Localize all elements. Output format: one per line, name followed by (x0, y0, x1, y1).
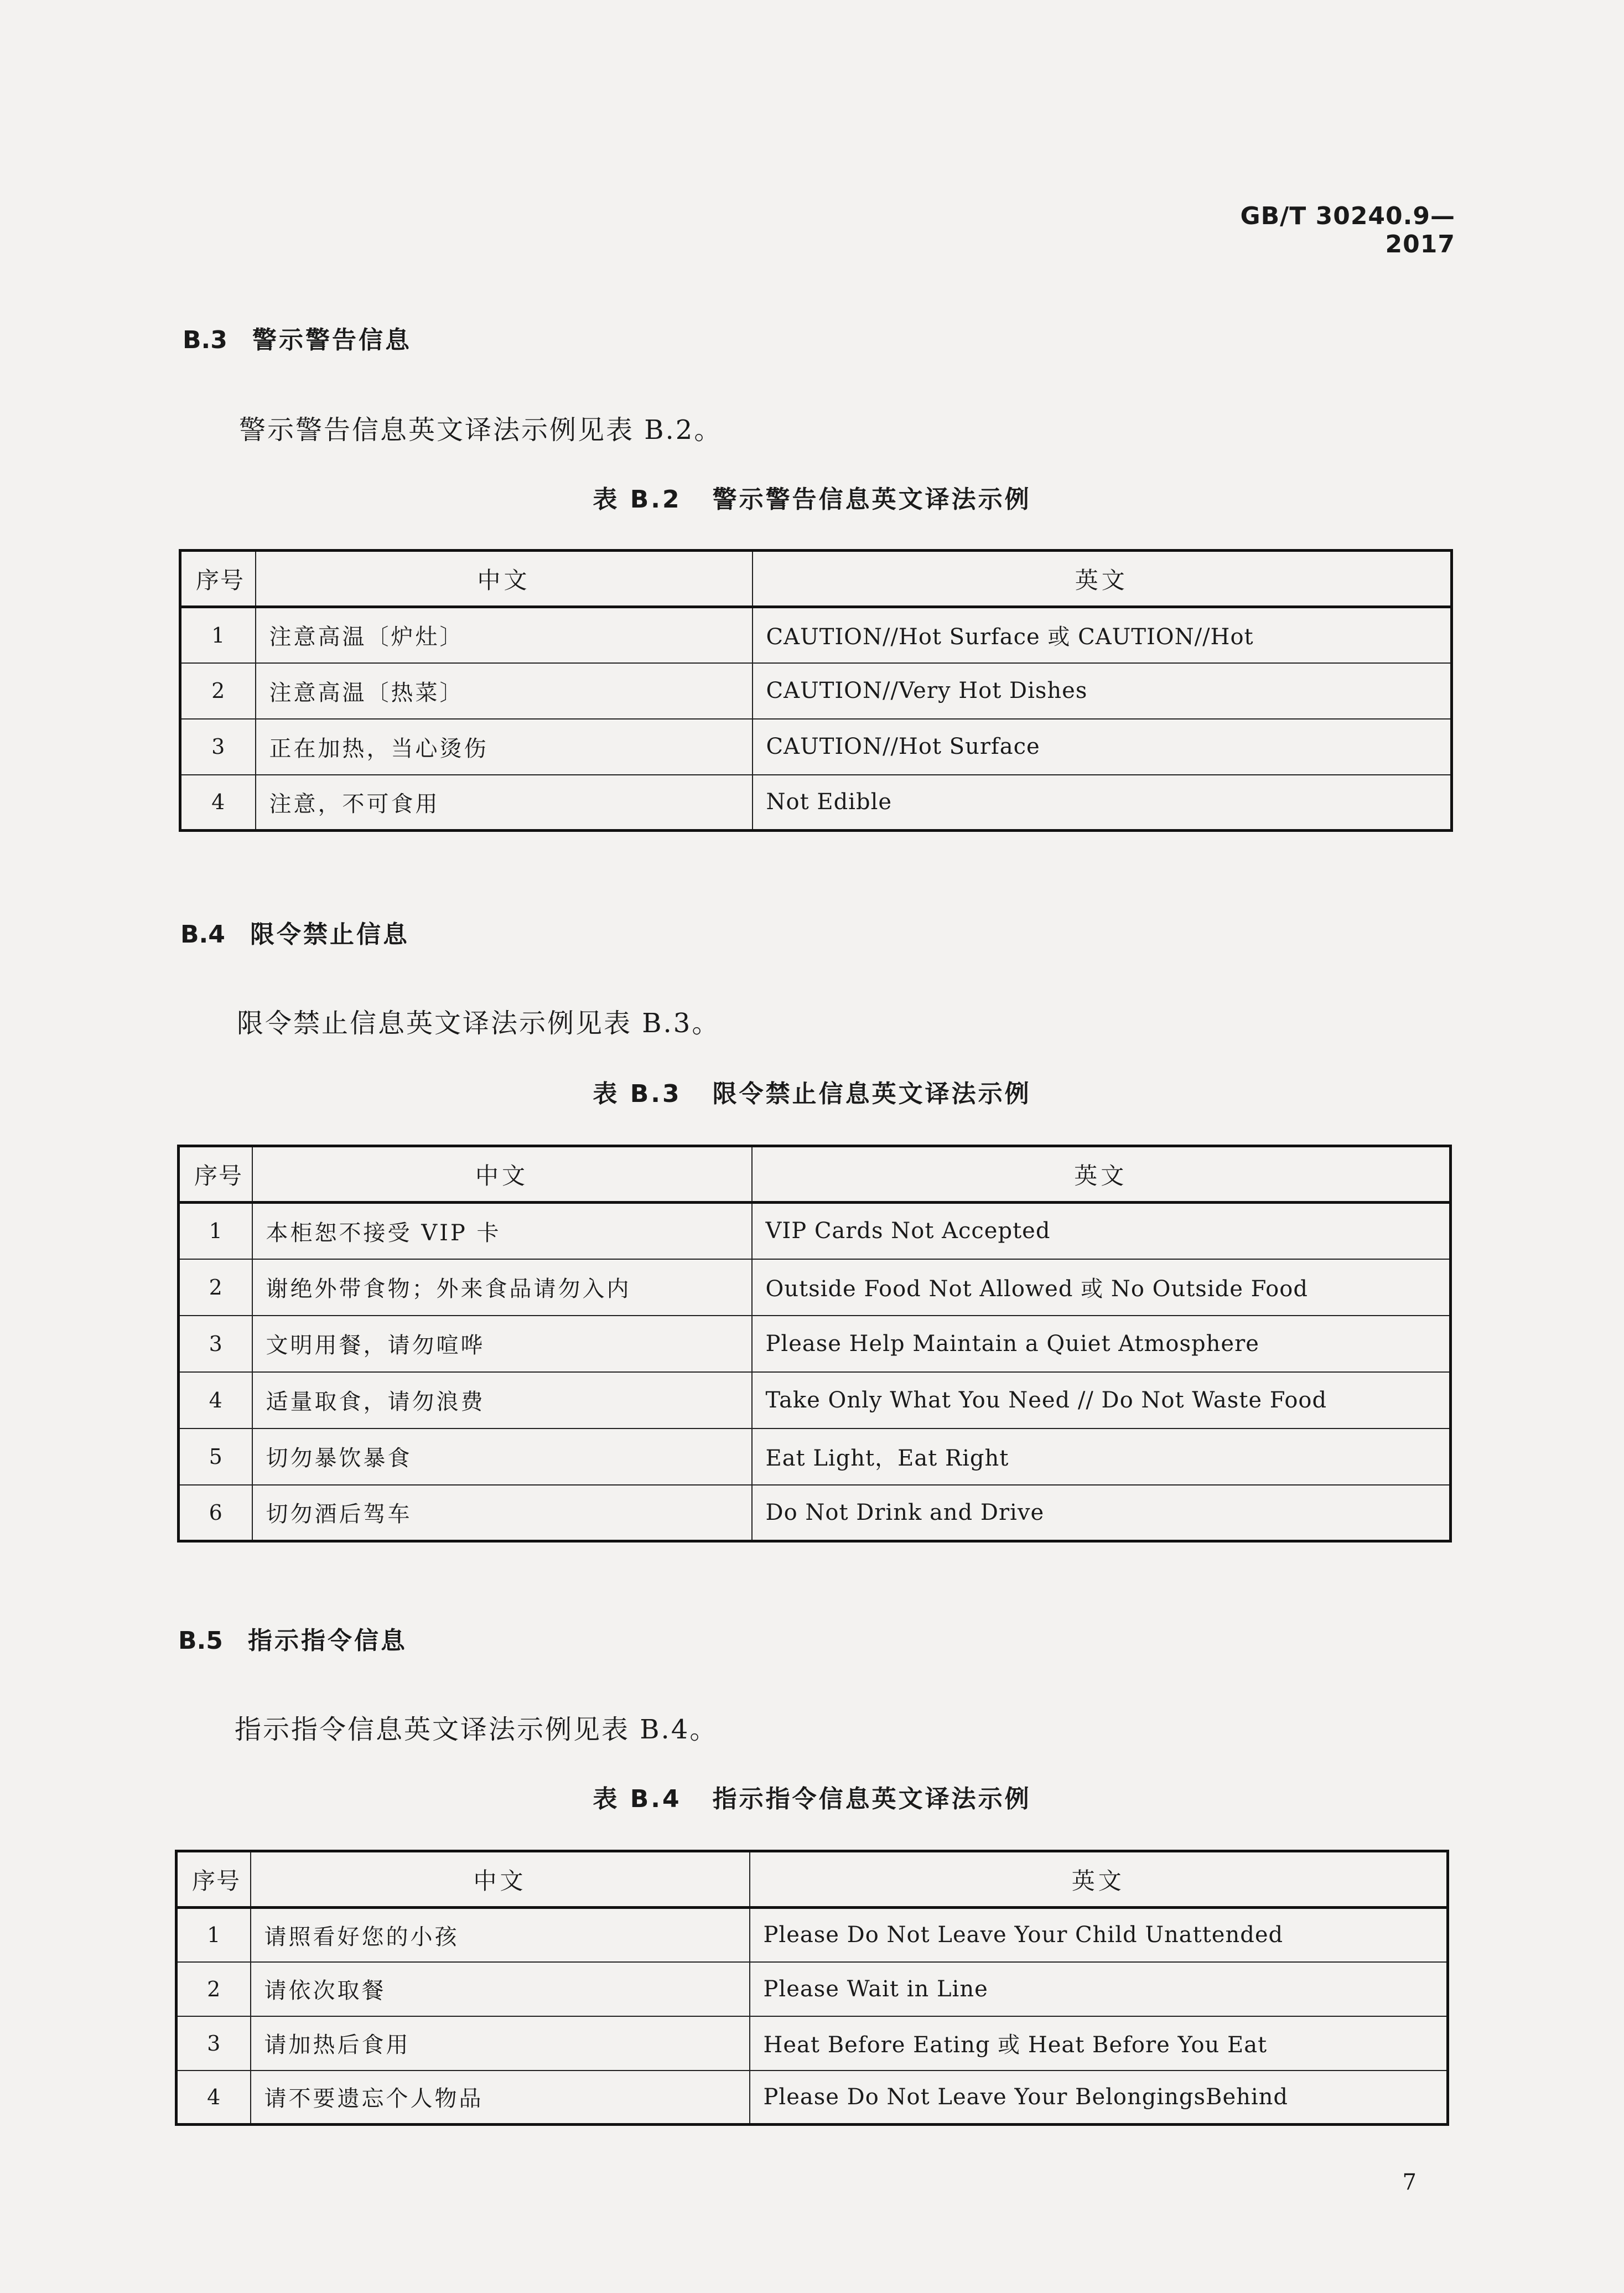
table-header-row (180, 551, 1452, 607)
row-chinese: 请照看好您的小孩 (251, 1908, 750, 1962)
section-title: 指示指令信息 (248, 1627, 407, 1655)
section-intro-b4: 限令禁止信息英文译法示例见表 B.3。 (237, 1008, 720, 1039)
section-intro-b3: 警示警告信息英文译法示例见表 B.2。 (239, 415, 723, 446)
row-chinese: 请不要遗忘个人物品 (251, 2071, 750, 2125)
row-index: 6 (179, 1485, 252, 1541)
row-english: Heat Before Eating 或 Heat Before You Eat (750, 2016, 1448, 2071)
header-cell-english: 英文 (753, 551, 1452, 607)
row-english: Do Not Drink and Drive (752, 1485, 1451, 1541)
header-cell-chinese: 中文 (251, 1851, 750, 1908)
table-row (180, 719, 1452, 775)
table-row (180, 775, 1452, 831)
standard-code: GB/T 30240.9—2017 (1240, 202, 1455, 258)
row-index: 3 (179, 1316, 252, 1372)
table-row (179, 1203, 1451, 1259)
header-cell-chinese: 中文 (256, 551, 753, 607)
row-chinese: 请加热后食用 (251, 2016, 750, 2071)
row-index: 3 (177, 2016, 251, 2071)
section-intro-b5: 指示指令信息英文译法示例见表 B.4。 (235, 1714, 718, 1745)
table-caption-b4 (0, 1779, 1624, 1814)
row-index: 1 (180, 607, 256, 663)
section-title: 警示警告信息 (252, 326, 412, 354)
row-english: VIP Cards Not Accepted (752, 1203, 1451, 1259)
table-label: 表 B.4 (593, 1785, 682, 1813)
table-row (180, 607, 1452, 663)
row-chinese: 切勿酒后驾车 (252, 1485, 752, 1541)
row-chinese: 注意，不可食用 (256, 775, 753, 831)
table-row (177, 2016, 1448, 2071)
table-caption-b2 (0, 479, 1624, 515)
row-index: 5 (179, 1428, 252, 1485)
header-cell-index: 序号 (180, 551, 256, 607)
row-english: CAUTION//Hot Surface (753, 719, 1452, 775)
table-row (179, 1428, 1451, 1485)
table-header-row (179, 1146, 1451, 1203)
header-cell-english: 英文 (750, 1851, 1448, 1908)
row-chinese: 适量取食，请勿浪费 (252, 1372, 752, 1428)
table-label: 表 B.2 (593, 485, 682, 514)
section-heading-b5 (178, 1621, 407, 1656)
section-number: B.4 (180, 920, 225, 949)
table-header-row (177, 1851, 1448, 1908)
row-index: 4 (180, 775, 256, 831)
row-english: Eat Light，Eat Right (752, 1428, 1451, 1485)
row-index: 2 (180, 663, 256, 719)
header-cell-index: 序号 (177, 1851, 251, 1908)
row-english: CAUTION//Hot Surface 或 CAUTION//Hot (753, 607, 1452, 663)
table-b2 (179, 549, 1453, 832)
table-title: 限令禁止信息英文译法示例 (712, 1080, 1031, 1108)
row-index: 4 (177, 2071, 251, 2125)
section-number: B.5 (178, 1627, 223, 1655)
section-title: 限令禁止信息 (250, 920, 409, 949)
row-index: 1 (177, 1908, 251, 1962)
header-cell-english: 英文 (752, 1146, 1451, 1203)
table-row (177, 1908, 1448, 1962)
table-label: 表 B.3 (593, 1080, 682, 1108)
table-row (179, 1372, 1451, 1428)
row-index: 2 (177, 1962, 251, 2016)
table-row (179, 1316, 1451, 1372)
row-chinese: 谢绝外带食物；外来食品请勿入内 (252, 1259, 752, 1316)
section-heading-b3 (183, 320, 412, 355)
table-row (180, 663, 1452, 719)
row-chinese: 本柜恕不接受 VIP 卡 (252, 1203, 752, 1259)
table-b3 (177, 1145, 1452, 1543)
row-english: Please Wait in Line (750, 1962, 1448, 2016)
row-chinese: 注意高温〔热菜〕 (256, 663, 753, 719)
table-row (177, 2071, 1448, 2125)
row-chinese: 切勿暴饮暴食 (252, 1428, 752, 1485)
table-row (177, 1962, 1448, 2016)
page-number: 7 (1402, 2170, 1417, 2195)
row-chinese: 请依次取餐 (251, 1962, 750, 2016)
table-title: 警示警告信息英文译法示例 (712, 485, 1031, 514)
row-english: CAUTION//Very Hot Dishes (753, 663, 1452, 719)
row-english: Take Only What You Need // Do Not Waste Food (752, 1372, 1451, 1428)
table-row (179, 1485, 1451, 1541)
header-cell-index: 序号 (179, 1146, 252, 1203)
row-index: 4 (179, 1372, 252, 1428)
row-index: 2 (179, 1259, 252, 1316)
table-b4 (175, 1850, 1449, 2126)
row-chinese: 正在加热，当心烫伤 (256, 719, 753, 775)
row-index: 3 (180, 719, 256, 775)
row-index: 1 (179, 1203, 252, 1259)
row-english: Outside Food Not Allowed 或 No Outside Food (752, 1259, 1451, 1316)
section-number: B.3 (183, 326, 227, 354)
row-english: Not Edible (753, 775, 1452, 831)
table-title: 指示指令信息英文译法示例 (712, 1785, 1031, 1813)
header-cell-chinese: 中文 (252, 1146, 752, 1203)
table-row (179, 1259, 1451, 1316)
row-english: Please Do Not Leave Your BelongingsBehind (750, 2071, 1448, 2125)
row-chinese: 文明用餐，请勿喧哗 (252, 1316, 752, 1372)
row-english: Please Do Not Leave Your Child Unattended (750, 1908, 1448, 1962)
row-chinese: 注意高温〔炉灶〕 (256, 607, 753, 663)
table-caption-b3 (0, 1074, 1624, 1109)
row-english: Please Help Maintain a Quiet Atmosphere (752, 1316, 1451, 1372)
section-heading-b4 (180, 914, 409, 950)
